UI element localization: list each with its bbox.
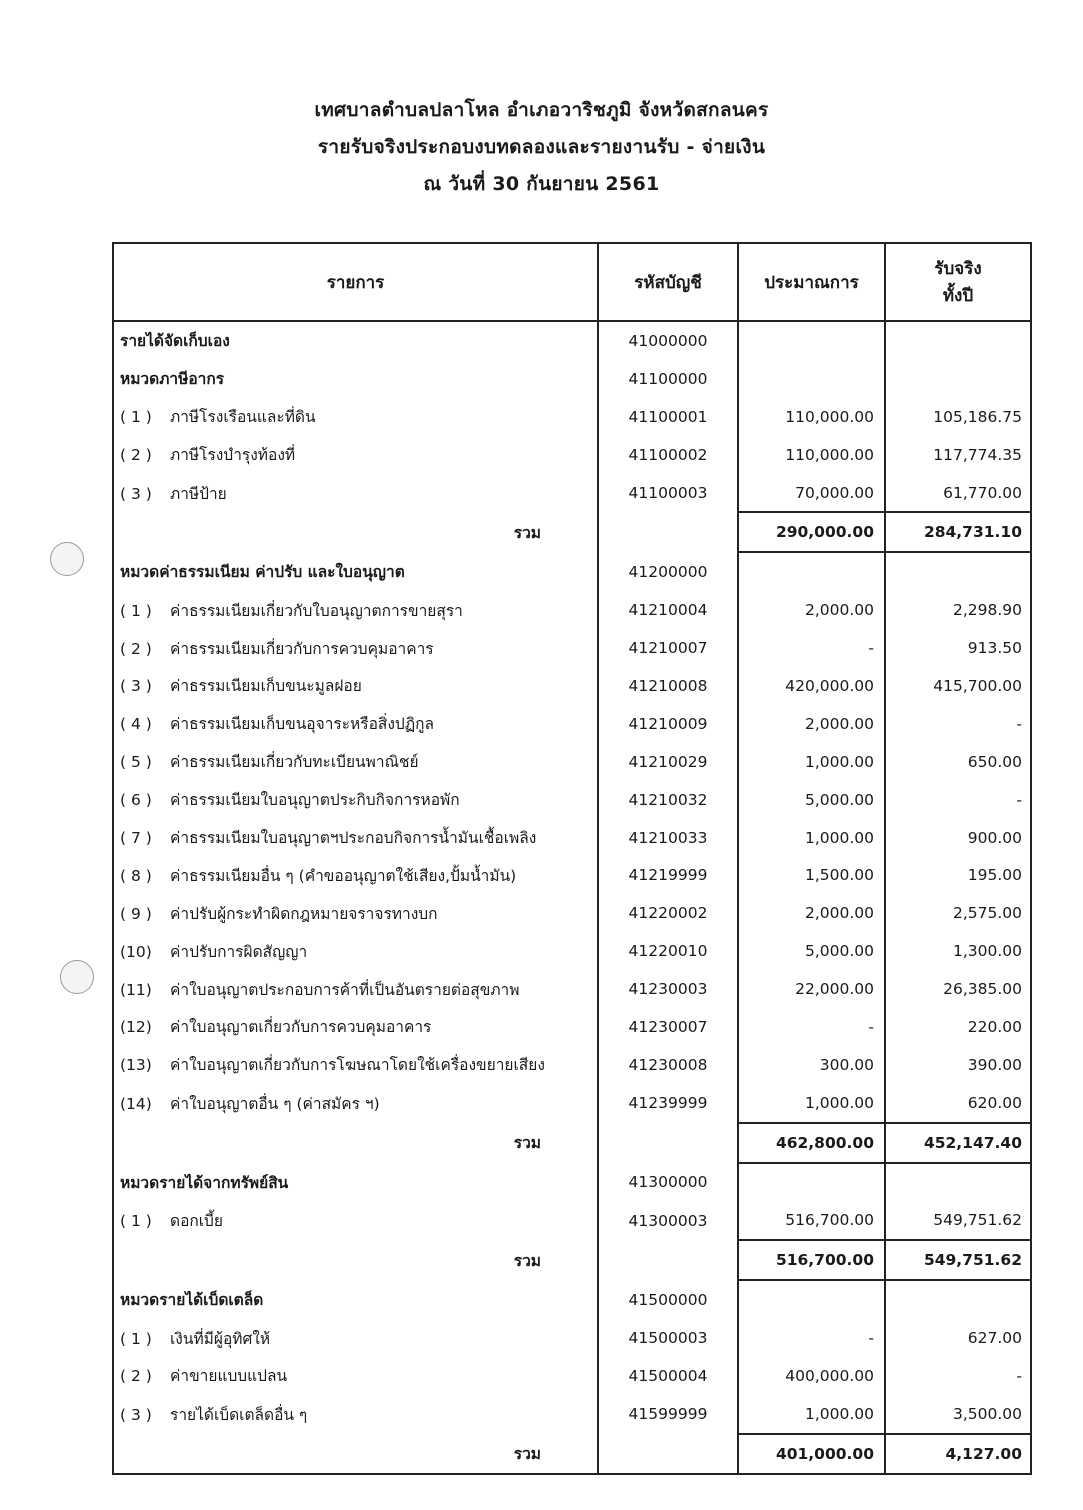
cell-account-code: 41230003	[598, 970, 738, 1008]
item-label: ค่าธรรมเนียมใบอนุญาตฯประกอบกิจการน้ำมันเชื้อเพลิง	[170, 829, 537, 848]
cell-item	[113, 321, 598, 360]
cell-account-code: 41300003	[598, 1201, 738, 1240]
item-index: ( 2 )	[120, 1367, 152, 1386]
item-index: ( 1 )	[120, 1212, 152, 1231]
cell-actual	[885, 1280, 1031, 1319]
item-label: ค่าปรับผู้กระทำผิดกฎหมายจราจรทางบก	[170, 904, 438, 923]
item-label: ค่าธรรมเนียมเกี่ยวกับการควบคุมอาคาร	[170, 639, 434, 658]
cell-estimate: 516,700.00	[738, 1201, 885, 1240]
item-label: ภาษีโรงเรือนและที่ดิน	[170, 408, 316, 427]
cell-item	[113, 398, 598, 436]
cell-actual: 900.00	[885, 819, 1031, 857]
item-label: ภาษีโรงบำรุงท้องที่	[170, 446, 296, 465]
column-header-estimate: ประมาณการ	[738, 243, 885, 321]
cell-account-code: 41210033	[598, 819, 738, 857]
category-row	[113, 360, 1031, 398]
cell-actual: 549,751.62	[885, 1201, 1031, 1240]
cell-actual: 452,147.40	[885, 1123, 1031, 1163]
item-label: รวม	[513, 1444, 541, 1463]
cell-account-code: 41220002	[598, 894, 738, 932]
cell-item	[113, 1163, 598, 1202]
table-row	[113, 894, 1031, 932]
item-index: ( 8 )	[120, 866, 152, 885]
cell-item	[113, 360, 598, 398]
cell-estimate: 290,000.00	[738, 512, 885, 552]
cell-estimate	[738, 552, 885, 591]
cell-actual	[885, 1163, 1031, 1202]
cell-actual: -	[885, 781, 1031, 819]
total-row	[113, 512, 1031, 552]
cell-item	[113, 932, 598, 970]
item-index: ( 2 )	[120, 446, 152, 465]
cell-estimate: 1,500.00	[738, 856, 885, 894]
cell-estimate: 1,000.00	[738, 743, 885, 781]
item-index: ( 3 )	[120, 1405, 152, 1424]
cell-item	[113, 591, 598, 629]
cell-estimate: 516,700.00	[738, 1240, 885, 1280]
column-header-actual-line2: ทั้งปี	[942, 286, 974, 306]
cell-actual: -	[885, 1357, 1031, 1395]
category-row	[113, 552, 1031, 591]
cell-account-code: 41210004	[598, 591, 738, 629]
cell-account-code: 41200000	[598, 552, 738, 591]
cell-estimate: 22,000.00	[738, 970, 885, 1008]
cell-actual: 117,774.35	[885, 436, 1031, 474]
cell-actual: 2,298.90	[885, 591, 1031, 629]
report-title: รายรับจริงประกอบงบทดลองและรายงานรับ - จ่ายเงิน	[317, 136, 766, 158]
cell-account-code: 41100003	[598, 474, 738, 513]
item-index: (11)	[120, 980, 152, 999]
item-index: ( 1 )	[120, 408, 152, 427]
cell-account-code: 41500000	[598, 1280, 738, 1319]
cell-actual: 220.00	[885, 1008, 1031, 1046]
cell-account-code: 41210009	[598, 705, 738, 743]
cell-estimate	[738, 1280, 885, 1319]
table-row	[113, 970, 1031, 1008]
item-label: รวม	[513, 1134, 541, 1153]
cell-account-code: 41220010	[598, 932, 738, 970]
item-index: ( 9 )	[120, 904, 152, 923]
total-row	[113, 1240, 1031, 1280]
cell-item	[113, 1084, 598, 1123]
cell-actual: 3,500.00	[885, 1395, 1031, 1434]
cell-estimate: 70,000.00	[738, 474, 885, 513]
cell-actual: 549,751.62	[885, 1240, 1031, 1280]
cell-estimate: 1,000.00	[738, 1084, 885, 1123]
item-index: ( 6 )	[120, 791, 152, 810]
item-label: ค่าใบอนุญาตอื่น ๆ (ค่าสมัคร ฯ)	[170, 1094, 380, 1113]
item-label: ค่าธรรมเนียมเก็บขนอุจาระหรือสิ่งปฏิกูล	[170, 715, 435, 734]
cell-item	[113, 1201, 598, 1240]
cell-actual: 627.00	[885, 1319, 1031, 1357]
item-index: (12)	[120, 1018, 152, 1037]
item-index: ( 1 )	[120, 601, 152, 620]
cell-item	[113, 552, 598, 591]
cell-account-code: 41100002	[598, 436, 738, 474]
cell-actual: 2,575.00	[885, 894, 1031, 932]
cell-actual	[885, 360, 1031, 398]
cell-item	[113, 970, 598, 1008]
column-header-actual-line1: รับจริง	[934, 259, 982, 279]
item-label: ดอกเบี้ย	[170, 1212, 223, 1231]
cell-estimate: 2,000.00	[738, 591, 885, 629]
cell-item	[113, 1008, 598, 1046]
item-index: ( 2 )	[120, 639, 152, 658]
cell-item	[113, 629, 598, 667]
cell-actual: 1,300.00	[885, 932, 1031, 970]
cell-account-code: 41500003	[598, 1319, 738, 1357]
cell-account-code: 41230008	[598, 1046, 738, 1084]
table-row	[113, 398, 1031, 436]
item-label: ค่าธรรมเนียมใบอนุญาตประกิบกิจการหอพัก	[170, 791, 460, 810]
cell-actual: 390.00	[885, 1046, 1031, 1084]
cell-item	[113, 781, 598, 819]
cell-actual: 105,186.75	[885, 398, 1031, 436]
category-row	[113, 1163, 1031, 1202]
cell-estimate	[738, 321, 885, 360]
item-index: ( 7 )	[120, 829, 152, 848]
cell-estimate: -	[738, 629, 885, 667]
table-row	[113, 781, 1031, 819]
table-row	[113, 629, 1031, 667]
cell-actual	[885, 552, 1031, 591]
item-label: ค่าใบอนุญาตเกี่ยวกับการโฆษณาโดยใช้เครื่องขยายเสียง	[170, 1056, 545, 1075]
cell-item	[113, 894, 598, 932]
total-row	[113, 1123, 1031, 1163]
cell-actual: 913.50	[885, 629, 1031, 667]
revenue-table-container	[112, 242, 1030, 1475]
cell-account-code: 41300000	[598, 1163, 738, 1202]
cell-item	[113, 1357, 598, 1395]
item-label: ภาษีป้าย	[170, 484, 227, 503]
item-label: รวม	[513, 1251, 541, 1270]
cell-actual: 195.00	[885, 856, 1031, 894]
item-index: ( 3 )	[120, 484, 152, 503]
item-label: ค่าธรรมเนียมเก็บขนะมูลฝอย	[170, 677, 362, 696]
table-row	[113, 1357, 1031, 1395]
cell-item	[113, 436, 598, 474]
cell-account-code	[598, 1434, 738, 1474]
cell-account-code: 41500004	[598, 1357, 738, 1395]
table-row	[113, 1395, 1031, 1434]
cell-account-code: 41100000	[598, 360, 738, 398]
cell-item	[113, 1240, 598, 1280]
table-row	[113, 591, 1031, 629]
cell-item	[113, 1434, 598, 1474]
cell-estimate: 420,000.00	[738, 667, 885, 705]
table-header-row	[113, 243, 1031, 321]
punch-hole-top	[50, 542, 84, 576]
cell-item	[113, 474, 598, 513]
table-row	[113, 1084, 1031, 1123]
cell-account-code	[598, 1123, 738, 1163]
item-label: ค่าธรรมเนียมเกี่ยวกับใบอนุญาตการขายสุรา	[170, 601, 463, 620]
cell-account-code: 41210032	[598, 781, 738, 819]
revenue-table	[112, 242, 1032, 1475]
cell-item	[113, 1046, 598, 1084]
item-label: ค่าธรรมเนียมเกี่ยวกับทะเบียนพาณิชย์	[170, 753, 419, 772]
category-row	[113, 1280, 1031, 1319]
item-label: หมวดรายได้จากทรัพย์สิน	[120, 1173, 289, 1192]
cell-item	[113, 1395, 598, 1434]
cell-estimate: 2,000.00	[738, 894, 885, 932]
column-header-actual	[885, 243, 1031, 321]
item-label: ค่าใบอนุญาตประกอบการค้าที่เป็นอันตรายต่อสุขภาพ	[170, 980, 520, 999]
cell-actual: 4,127.00	[885, 1434, 1031, 1474]
item-index: ( 5 )	[120, 753, 152, 772]
cell-account-code: 41100001	[598, 398, 738, 436]
item-index: (14)	[120, 1094, 152, 1113]
item-label: หมวดภาษีอากร	[120, 370, 225, 389]
table-row	[113, 667, 1031, 705]
cell-account-code: 41239999	[598, 1084, 738, 1123]
category-row	[113, 321, 1031, 360]
table-row	[113, 1008, 1031, 1046]
item-index: (10)	[120, 942, 152, 961]
cell-actual: 26,385.00	[885, 970, 1031, 1008]
total-row	[113, 1434, 1031, 1474]
item-label: ค่าขายแบบแปลน	[170, 1367, 288, 1386]
cell-actual	[885, 321, 1031, 360]
cell-item	[113, 1280, 598, 1319]
cell-item	[113, 512, 598, 552]
cell-account-code: 41230007	[598, 1008, 738, 1046]
cell-estimate	[738, 360, 885, 398]
cell-actual: 61,770.00	[885, 474, 1031, 513]
cell-account-code: 41210008	[598, 667, 738, 705]
table-row	[113, 932, 1031, 970]
cell-estimate: 2,000.00	[738, 705, 885, 743]
cell-item	[113, 705, 598, 743]
table-body	[113, 321, 1031, 1474]
cell-item	[113, 856, 598, 894]
cell-estimate	[738, 1163, 885, 1202]
cell-account-code: 41599999	[598, 1395, 738, 1434]
cell-estimate: 1,000.00	[738, 819, 885, 857]
cell-item	[113, 819, 598, 857]
cell-account-code	[598, 512, 738, 552]
table-row	[113, 1319, 1031, 1357]
punch-hole-bottom	[60, 960, 94, 994]
cell-estimate: 401,000.00	[738, 1434, 885, 1474]
table-row	[113, 856, 1031, 894]
item-label: หมวดรายได้เบ็ดเตล็ด	[120, 1291, 264, 1310]
table-row	[113, 819, 1031, 857]
cell-estimate: 5,000.00	[738, 781, 885, 819]
item-label: รายได้จัดเก็บเอง	[120, 332, 230, 351]
table-row	[113, 705, 1031, 743]
table-row	[113, 436, 1031, 474]
cell-actual: 415,700.00	[885, 667, 1031, 705]
document-header	[0, 92, 1083, 203]
cell-estimate: 462,800.00	[738, 1123, 885, 1163]
table-row	[113, 474, 1031, 513]
cell-actual: 620.00	[885, 1084, 1031, 1123]
table-row	[113, 1046, 1031, 1084]
item-index: ( 3 )	[120, 677, 152, 696]
item-label: รายได้เบ็ดเตล็ดอื่น ๆ	[170, 1405, 308, 1424]
cell-account-code: 41210029	[598, 743, 738, 781]
table-row	[113, 1201, 1031, 1240]
report-date: ณ วันที่ 30 กันยายน 2561	[423, 173, 660, 195]
item-index: (13)	[120, 1056, 152, 1075]
cell-actual: -	[885, 705, 1031, 743]
item-label: ค่าธรรมเนียมอื่น ๆ (คำขออนุญาตใช้เสียง,ปั้มน้ำมัน)	[170, 866, 517, 885]
municipality-title: เทศบาลตำบลปลาโหล อำเภอวาริชภูมิ จังหวัดสกลนคร	[314, 99, 769, 121]
cell-account-code	[598, 1240, 738, 1280]
cell-estimate: 5,000.00	[738, 932, 885, 970]
cell-estimate: 1,000.00	[738, 1395, 885, 1434]
cell-estimate: 400,000.00	[738, 1357, 885, 1395]
cell-estimate: 110,000.00	[738, 436, 885, 474]
cell-estimate: -	[738, 1319, 885, 1357]
column-header-account-code: รหัสบัญชี	[598, 243, 738, 321]
cell-actual: 650.00	[885, 743, 1031, 781]
item-index: ( 1 )	[120, 1329, 152, 1348]
cell-estimate: -	[738, 1008, 885, 1046]
item-label: ค่าใบอนุญาตเกี่ยวกับการควบคุมอาคาร	[170, 1018, 432, 1037]
cell-actual: 284,731.10	[885, 512, 1031, 552]
cell-item	[113, 667, 598, 705]
table-row	[113, 743, 1031, 781]
item-label: ค่าปรับการผิดสัญญา	[170, 942, 308, 961]
cell-item	[113, 743, 598, 781]
cell-account-code: 41000000	[598, 321, 738, 360]
item-label: เงินที่มีผู้อุทิศให้	[170, 1329, 271, 1348]
item-label: รวม	[513, 523, 541, 542]
item-index: ( 4 )	[120, 715, 152, 734]
cell-estimate: 300.00	[738, 1046, 885, 1084]
cell-account-code: 41219999	[598, 856, 738, 894]
column-header-item: รายการ	[113, 243, 598, 321]
item-label: หมวดค่าธรรมเนียม ค่าปรับ และใบอนุญาต	[120, 563, 405, 582]
cell-account-code: 41210007	[598, 629, 738, 667]
cell-item	[113, 1319, 598, 1357]
cell-item	[113, 1123, 598, 1163]
cell-estimate: 110,000.00	[738, 398, 885, 436]
